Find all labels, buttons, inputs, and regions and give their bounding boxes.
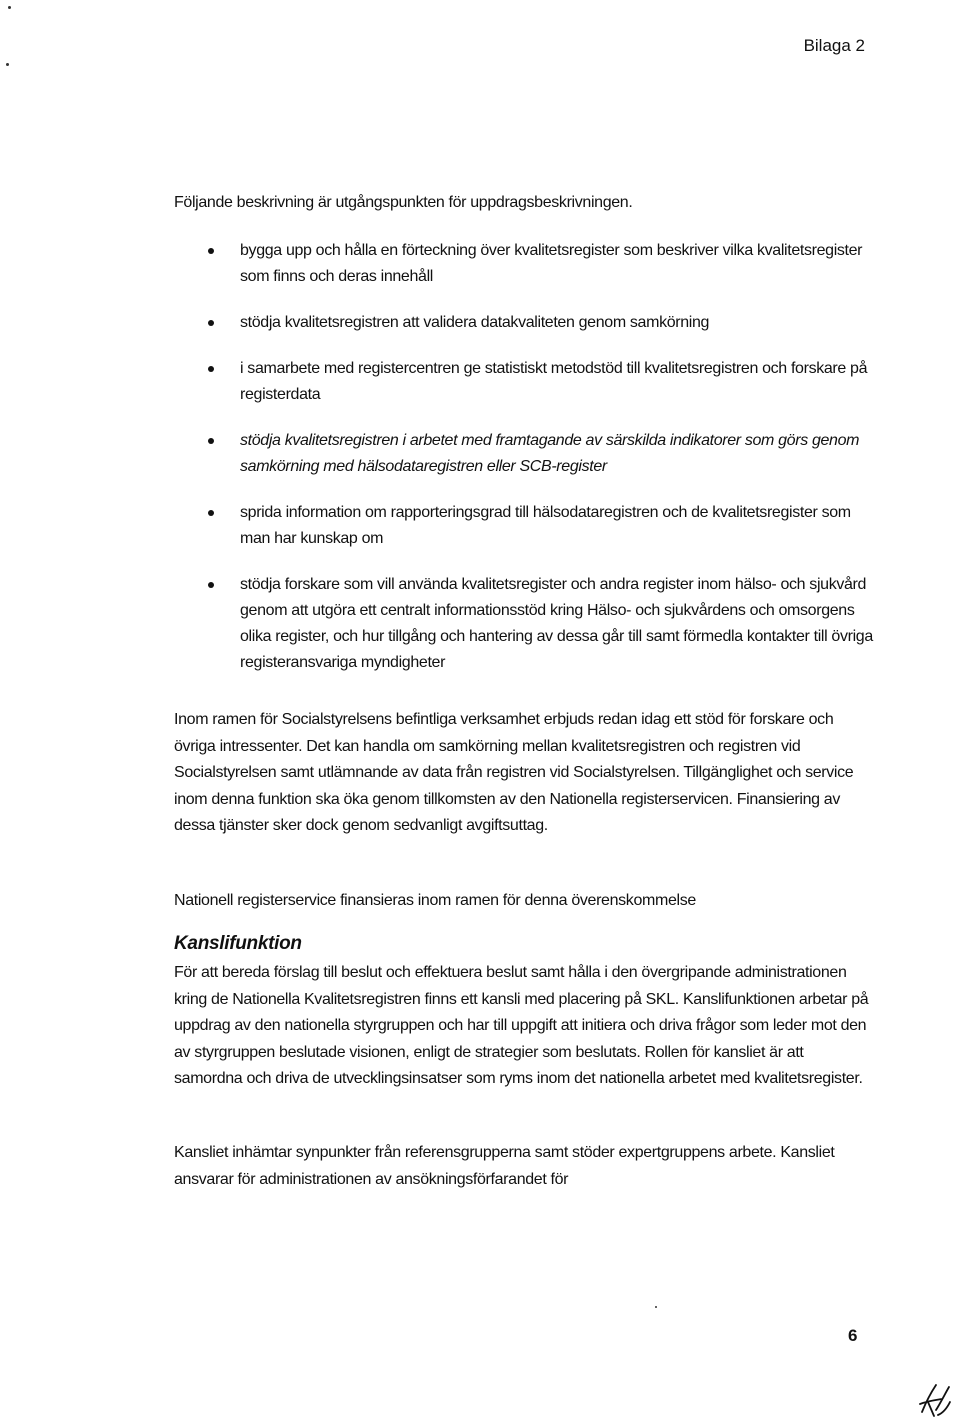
- body-paragraph: Nationell registerservice finansieras inom ramen för denna överenskommelse: [174, 892, 696, 909]
- bullet-icon: [208, 438, 214, 444]
- bullet-icon: [208, 320, 214, 326]
- body-paragraph: Inom ramen för Socialstyrelsens befintliga verksamhet erbjuds redan idag ett stöd för forskare och övriga intressenter. Det kan handla om samkörning mellan kvalitetsregistren och registren vid Socialstyrelsen samt utlämnande av data från registren vid Socialstyrelsen. Tillgänglighet och service inom denna funktion ska öka genom tillkomsten av den Nationella registerservicen. Finansiering av dessa tjänster sker dock genom sedvanligt avgiftsuttag.: [174, 711, 854, 834]
- signature-initials: [918, 1382, 952, 1418]
- bullet-icon: [208, 248, 214, 254]
- scan-speck: [6, 63, 9, 66]
- bullet-icon: [208, 366, 214, 372]
- section-paragraph: För att bereda förslag till beslut och effektuera beslut samt hålla i den övergripande administrationen kring de Nationella Kvalitetsregistren finns ett kansli med placering på SKL. Kanslifunktionen arbetar på uppdrag av den nationella styrgruppen och har till uppgift att initiera och driva frågor som leder mot den av styrgruppen beslutade visionen, enligt de strategier som beslutats. Rollen för kansliet är att samordna och driva de utvecklingsinsatser som ryms inom det nationella arbetet med kvalitetsregister.: [174, 964, 869, 1087]
- annex-label: Bilaga 2: [803, 36, 865, 55]
- list-item: i samarbete med registercentren ge statistiskt metodstöd till kvalitetsregistren och forskare på registerdata: [203, 356, 883, 408]
- list-item: stödja kvalitetsregistren att validera datakvaliteten genom samkörning: [203, 310, 883, 336]
- intro-text: Följande beskrivning är utgångspunkten för uppdragsbeskrivningen.: [174, 194, 633, 211]
- list-item: bygga upp och hålla en förteckning över kvalitetsregister som beskriver vilka kvalitetsregister som finns och deras innehåll: [203, 238, 883, 290]
- bullet-icon: [208, 582, 214, 588]
- list-item: sprida information om rapporteringsgrad till hälsodataregistren och de kvalitetsregister som man har kunskap om: [203, 500, 883, 552]
- section-paragraph: Kansliet inhämtar synpunkter från referensgrupperna samt stöder expertgruppens arbete. Kansliet ansvarar för administrationen av ansökningsförfarandet för: [174, 1144, 835, 1188]
- page-number: 6: [848, 1326, 858, 1345]
- bullet-list: [203, 238, 883, 696]
- section-heading: Kanslifunktion: [174, 933, 302, 954]
- scan-speck: [655, 1306, 657, 1308]
- list-item: stödja kvalitetsregistren i arbetet med framtagande av särskilda indikatorer som görs genom samkörning med hälsodataregistren eller SCB-register: [203, 428, 883, 480]
- list-item: stödja forskare som vill använda kvalitetsregister och andra register inom hälso- och sjukvård genom att utgöra ett centralt informationsstöd kring Hälso- och sjukvårdens och omsorgens olika register, och hur tillgång och hantering av dessa går till samt förmedla kontakter till övriga registeransvariga myndigheter: [203, 572, 883, 676]
- scan-speck: [8, 6, 11, 9]
- bullet-icon: [208, 510, 214, 516]
